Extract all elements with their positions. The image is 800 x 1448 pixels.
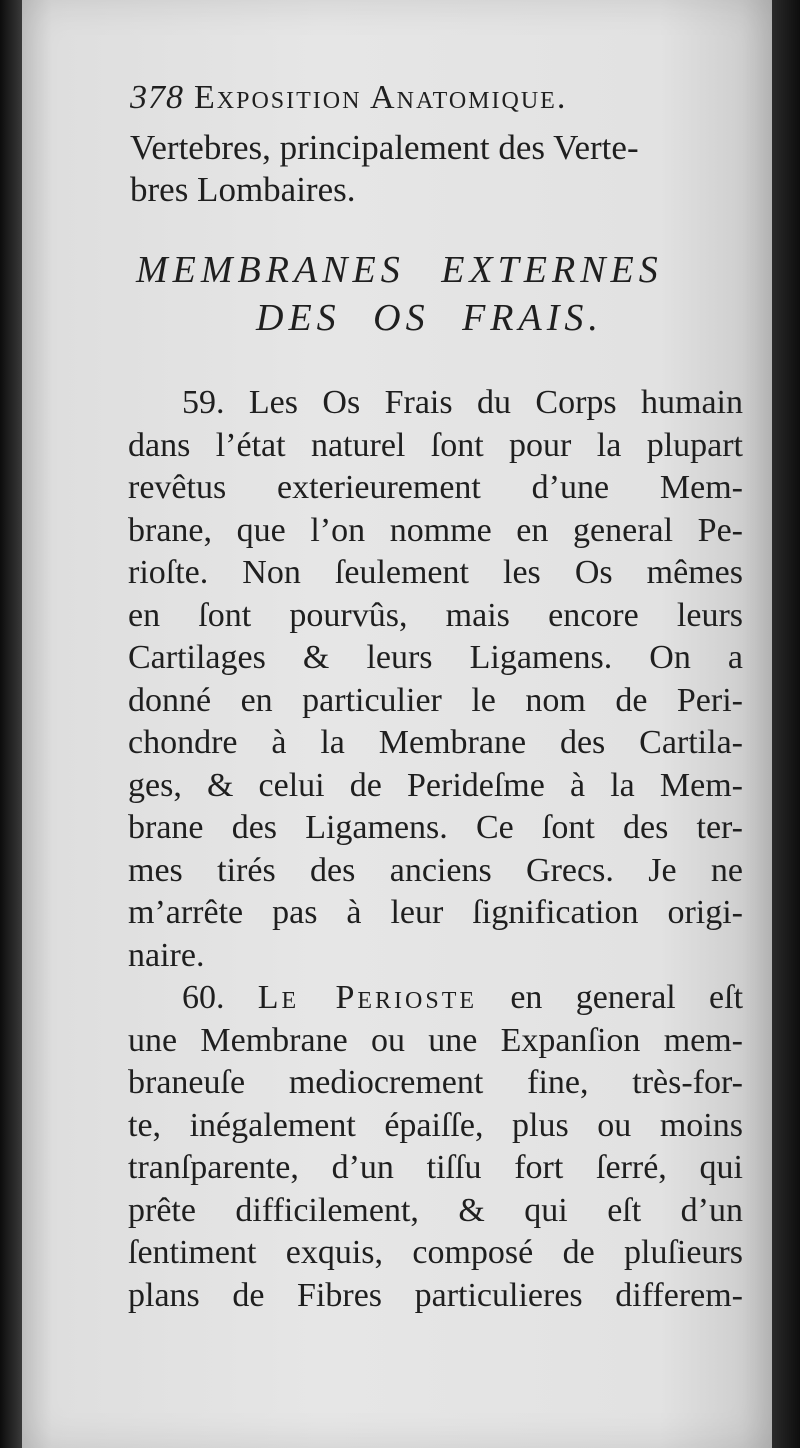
paragraph-60-line: plans de Fibres particulieres differem- <box>128 1276 743 1314</box>
running-title: Exposition Anatomique. <box>194 79 568 116</box>
paragraph-60-number: 60. <box>182 979 225 1016</box>
section-heading-line-1: MEMBRANES EXTERNES <box>136 249 663 291</box>
paragraph-59-line: en ſont pourvûs, mais encore leurs <box>128 596 743 634</box>
paragraph-60-term: Le Perioste <box>257 979 478 1016</box>
paragraph-59-line: chondre à la Membrane des Cartila- <box>128 724 743 761</box>
paragraph-59-line: dans l’état naturel ſont pour la plupart <box>128 426 743 464</box>
paragraph-59-line: naire. <box>128 936 205 974</box>
page-number: 378 <box>130 79 184 116</box>
paragraph-59-line: revêtus exterieurement d’une Mem- <box>128 469 743 506</box>
body-text <box>128 382 743 1317</box>
paragraph-59-line: ges, & celui de Perideſme à la Mem- <box>128 766 743 804</box>
paragraph-60-line: prête difficilement, & qui eſt d’un <box>128 1191 743 1229</box>
paragraph-59-line: brane des Ligamens. Ce ſont des ter- <box>128 809 743 846</box>
paragraph-59-line: Cartilages & leurs Ligamens. On a <box>128 639 743 676</box>
running-header <box>130 78 567 118</box>
paragraph-60-line: braneuſe mediocrement fine, très-for- <box>128 1064 743 1101</box>
paragraph-60-line: une Membrane ou une Expanſion mem- <box>128 1021 743 1059</box>
carryover-line-2: bres Lombaires. <box>130 170 356 209</box>
paragraph-59-line: mes tirés des anciens Grecs. Je ne <box>128 851 743 889</box>
paragraph-59-line: brane, que l’on nomme en general Pe- <box>128 511 743 549</box>
book-gutter-shadow <box>0 0 22 1448</box>
paragraph-59-number: 59. <box>182 384 225 421</box>
paragraph-59-line: m’arrête pas à leur ſignification origi- <box>128 894 743 931</box>
paragraph-59-line: donné en particulier le nom de Peri- <box>128 681 743 719</box>
paragraph-59-line: 59. Les Os Frais du Corps humain <box>182 384 743 421</box>
paragraph-59-line: rioſte. Non ſeulement les Os mêmes <box>128 554 743 591</box>
section-heading-line-2: DES OS FRAIS. <box>256 297 603 339</box>
paragraph-60-line: ſentiment exquis, composé de pluſieurs <box>128 1234 743 1271</box>
paragraph-60-line: te, inégalement épaiſſe, plus ou moins <box>128 1106 743 1144</box>
paragraph-60-line: 60. Le Perioste en general eſt <box>182 979 743 1016</box>
carryover-line-1: Vertebres, principalement des Verte- <box>130 128 639 167</box>
page-edge-shadow <box>772 0 800 1448</box>
paragraph-60-line: tranſparente, d’un tiſſu fort ſerré, qui <box>128 1149 743 1186</box>
